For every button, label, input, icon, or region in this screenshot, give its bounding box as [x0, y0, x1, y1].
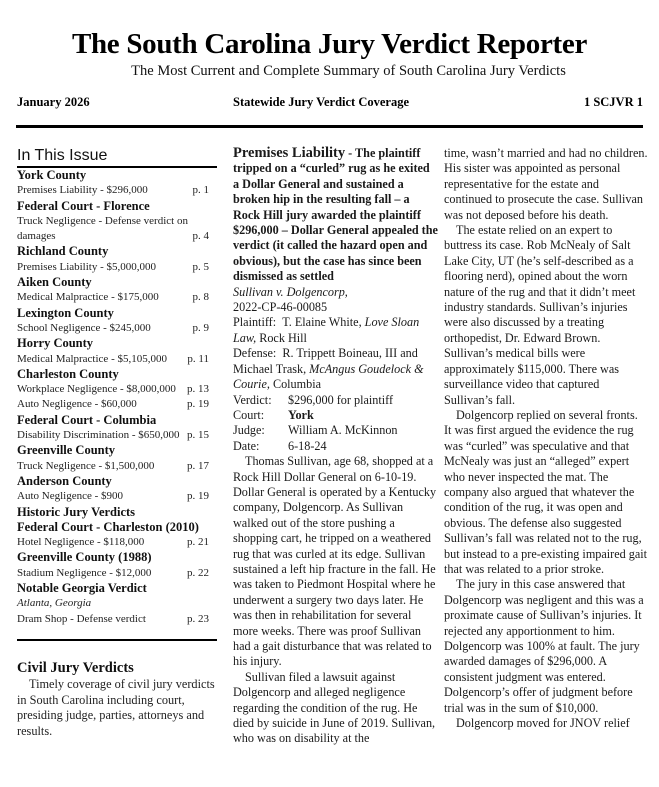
article-paragraph: The jury in this case answered that Dolgencorp was negligent and this was a proximate cause of Sullivan’s injuries. It rejected any apportionment to him. Dolgencorp was 100% at fault. The jury awarded damages of $296,000. A consistent judgment was entered. Dolgencorp’s offer of judgment before trial was in the sum of $10,000.	[444, 577, 644, 715]
publication-title: The South Carolina Jury Verdict Reporter	[71, 28, 588, 60]
toc-entry-text: Truck Negligence - $1,500,000	[17, 459, 155, 472]
promo-box	[17, 659, 217, 739]
toc-entry-page: p. 22	[187, 566, 209, 579]
toc-entry[interactable]	[17, 489, 217, 504]
toc-group-title: Greenville County	[17, 443, 116, 458]
article-paragraph: The estate relied on an expert to buttress its case. Rob McNealy of Salt Lake City, UT (he’s self-described as a flooring nerd), opined about the worn nature of the rug and that it didn’t meet industry standards. Sullivan’s injuries were also discussed by a treating orthopedist, Dr. Edward Brown. Sullivan’s medical bills were approximately $115,000. There was surveillance video that captured Sullivan’s fall.	[444, 223, 636, 407]
toc-entry[interactable]	[17, 183, 217, 198]
article-paragraph: time, wasn’t married and had no children. His sister was appointed as personal representative for the estate and continued to prosecute the case. Sullivan was not deposed before his death.	[444, 146, 648, 222]
toc-entry-page: p. 5	[192, 260, 209, 273]
toc-entry[interactable]	[17, 352, 217, 367]
issue-bar	[17, 95, 643, 113]
toc-group-title: York County	[17, 168, 87, 182]
article-continued	[444, 146, 648, 731]
toc-entry-text: Truck Negligence - Defense verdict on damages	[17, 214, 188, 243]
toc-entry-page: p. 11	[187, 352, 209, 365]
table-of-contents	[17, 146, 217, 627]
toc-entry[interactable]	[17, 290, 217, 305]
toc-group-title: Richland County	[17, 244, 109, 259]
toc-entry-text: Workplace Negligence - $8,000,000	[17, 383, 176, 396]
toc-entry-page: p. 13	[187, 383, 209, 396]
judge-label: Judge:	[233, 423, 265, 438]
date-label: Date:	[233, 438, 260, 453]
toc-entry-text: Auto Negligence - $60,000	[17, 398, 137, 411]
court-label: Court:	[233, 407, 265, 422]
toc-entry[interactable]	[17, 397, 217, 412]
court-value: York	[288, 407, 314, 422]
promo-text: Timely coverage of civil jury verdicts in South Carolina including court, presiding judge, parties, attorneys and results.	[17, 677, 215, 738]
article-headline-text: - The plaintiff tripped on a “curled” rug as he exited a Dollar General and sustained a broken hip in the resulting fall – a Rock Hill jury awarded the plaintiff $296,000 – Dollar General appealed the verdict (it called the hazard open and obvious), but the case has since been dismissed as settled	[233, 146, 438, 284]
toc-entry-text: Hotel Negligence - $118,000	[17, 536, 145, 549]
coverage-label: Statewide Jury Verdict Coverage	[233, 95, 410, 109]
toc-bottom-divider	[17, 639, 217, 641]
toc-entry[interactable]	[17, 260, 217, 275]
verdict-row	[233, 393, 438, 408]
toc-heading: In This Issue	[17, 147, 108, 164]
toc-entry-text: Medical Malpractice - $5,105,000	[17, 352, 167, 365]
toc-entry[interactable]	[17, 382, 217, 397]
toc-entry-text: Dram Shop - Defense verdict	[17, 612, 146, 625]
publication-subtitle: The Most Current and Complete Summary of South Carolina Jury Verdicts	[131, 63, 566, 79]
date-value: 6-18-24	[288, 438, 327, 453]
toc-group-title: Anderson County	[17, 473, 112, 488]
toc-historic-groups	[17, 520, 217, 581]
toc-entry[interactable]	[17, 321, 217, 336]
toc-group-title: Horry County	[17, 336, 94, 351]
toc-group-title: Federal Court - Columbia	[17, 412, 157, 427]
case-number: 2022-CP-46-00085	[233, 300, 328, 315]
article-main	[233, 146, 438, 747]
case-name-text: Sullivan v. Dolgencorp,	[233, 284, 348, 299]
case-name	[233, 285, 438, 300]
toc-georgia-location: Atlanta, Georgia	[17, 597, 92, 610]
article-paragraph: Dolgencorp replied on several fronts. It was first argued the evidence the rug was “curled” was speculative and that McNealy was just an “alleged” expert who never inspected the mat. The company also argued that whatever the condition of the rug, it was open and obvious. The defense also suggested Sullivan’s fall was related not to the rug, but instead to a pre-existing impaired gait that was related to a prior stroke.	[444, 407, 648, 576]
defense-city: Columbia	[272, 377, 322, 392]
toc-group-title: Greenville County (1988)	[17, 550, 152, 565]
toc-groups	[17, 168, 217, 505]
toc-entry-page: p. 21	[187, 536, 209, 549]
toc-entry[interactable]	[17, 612, 217, 627]
toc-group-title: Aiken County	[17, 275, 92, 290]
promo-title: Civil Jury Verdicts	[17, 660, 134, 676]
verdict-value: $296,000 for plaintiff	[288, 392, 394, 407]
date-row	[233, 439, 438, 454]
toc-entry[interactable]	[17, 459, 217, 474]
plaintiff-attorney: T. Elaine White,	[282, 315, 362, 330]
verdict-label: Verdict:	[233, 392, 272, 407]
toc-entry-text: School Negligence - $245,000	[17, 321, 151, 334]
article-headline	[233, 146, 438, 285]
defense-firm: McAngus Goudelock & Courie,	[233, 361, 424, 392]
toc-georgia-heading: Notable Georgia Verdict	[17, 581, 147, 596]
article-paragraph: Thomas Sullivan, age 68, shopped at a Rock Hill Dollar General on 6-10-19. Dollar General is operated by a Kentucky company, Dolgencorp. As Sullivan walked out of the store pushing a shopping cart, he tripped on a weathered rug that was curled at its edge. Sullivan sustained a left hip fracture in the fall. He was taken to Piedmont Hospital where he underwent a surgery two days later. He was then in rehabilitation for several more weeks. There was proof Sullivan had a gait disturbance that was related to his injury.	[233, 454, 437, 669]
toc-entry-page: p. 19	[187, 490, 209, 503]
toc-group-title: Charleston County	[17, 366, 119, 381]
toc-entry-page: p. 8	[192, 291, 209, 304]
issue-citation: 1 SCJVR 1	[583, 95, 643, 109]
toc-entry[interactable]	[17, 214, 217, 245]
plaintiff-firm: Love Sloan Law,	[233, 315, 420, 345]
defense-counsel	[233, 346, 438, 392]
toc-entry[interactable]	[17, 566, 217, 581]
toc-entry[interactable]	[17, 535, 217, 550]
defense-label: Defense:	[233, 346, 277, 361]
toc-entry-page: p. 15	[187, 429, 209, 442]
defense-attorneys: R. Trippett Boineau, III and Michael Trask,	[233, 346, 418, 376]
toc-entry[interactable]	[17, 428, 217, 443]
judge-row	[233, 423, 438, 438]
toc-entry-text: Medical Malpractice - $175,000	[17, 291, 159, 304]
article-paragraph: Dolgencorp moved for JNOV relief	[456, 716, 630, 731]
toc-historic-heading: Historic Jury Verdicts	[17, 504, 136, 519]
article-kind: Premises Liability	[233, 145, 346, 161]
court-row	[233, 408, 438, 423]
article-paragraph: Sullivan filed a lawsuit against Dolgencorp and alleged negligence regarding the condition of the rug. He died by suicide in June of 2019. Sullivan, who was on disability at the	[233, 669, 436, 746]
header-divider	[16, 125, 643, 128]
toc-entry-text: Disability Discrimination - $650,000	[17, 429, 180, 442]
toc-entry-text: Premises Liability - $296,000	[17, 184, 148, 197]
toc-entry-page: p. 1	[192, 184, 209, 197]
toc-entry-text: Premises Liability - $5,000,000	[17, 260, 157, 273]
toc-entry-page: p. 23	[187, 612, 209, 625]
issue-date: January 2026	[17, 95, 90, 109]
toc-group-title: Lexington County	[17, 305, 114, 320]
toc-entry-page: p. 9	[192, 321, 209, 334]
judge-value: William A. McKinnon	[288, 423, 398, 438]
toc-group-title: Federal Court - Florence	[17, 198, 150, 213]
toc-entry-page: p. 4	[192, 230, 209, 243]
toc-entry-page: p. 17	[187, 459, 209, 472]
toc-entry-text: Stadium Negligence - $12,000	[17, 566, 152, 579]
toc-entry-text: Auto Negligence - $900	[17, 490, 123, 503]
plaintiff-label: Plaintiff:	[233, 315, 277, 330]
plaintiff-city: Rock Hill	[259, 330, 307, 345]
plaintiff-counsel	[233, 315, 438, 346]
toc-entry-page: p. 19	[187, 398, 209, 411]
toc-group-title: Federal Court - Charleston (2010)	[17, 519, 199, 534]
